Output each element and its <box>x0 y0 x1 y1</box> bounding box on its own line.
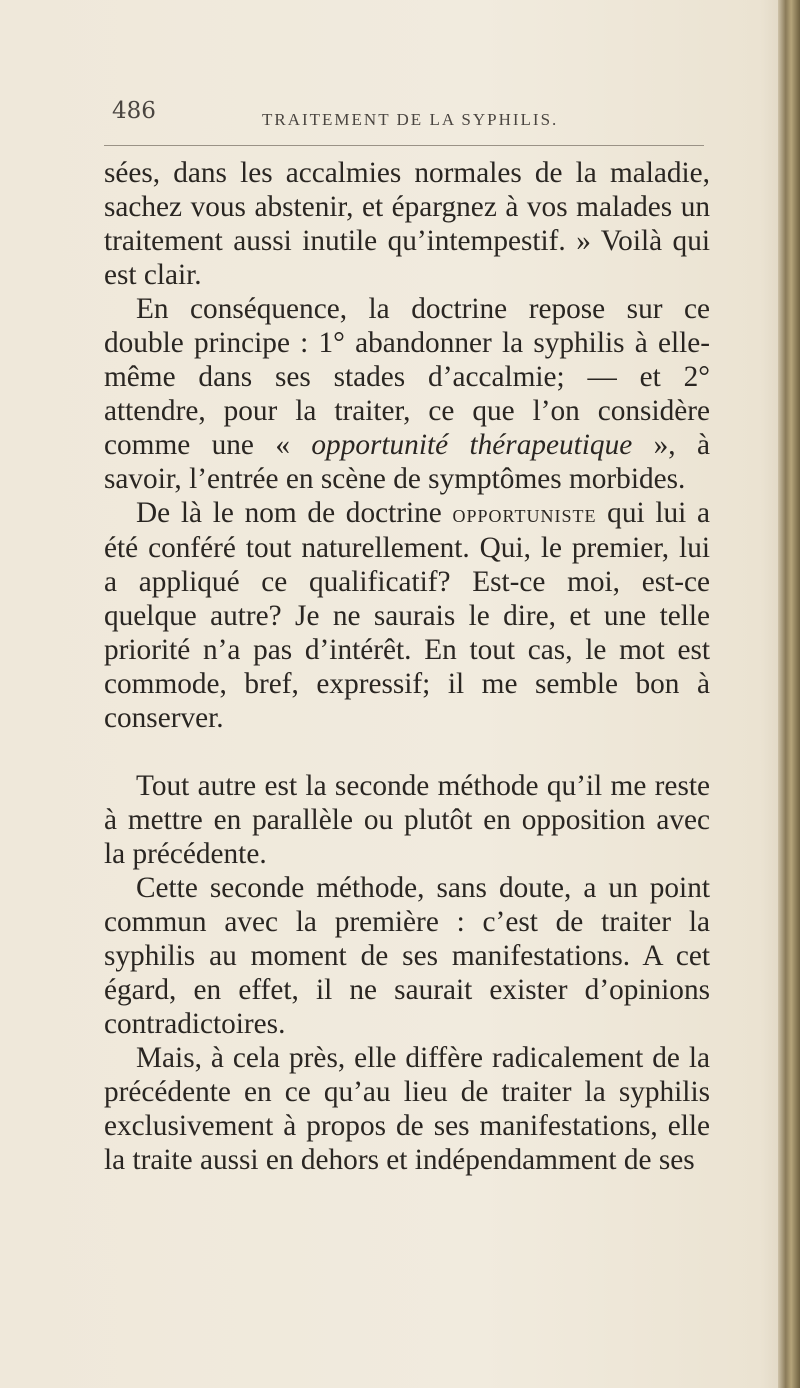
body-text <box>104 156 710 1177</box>
paragraph-2-italic: opportunité thérapeutique <box>311 429 633 461</box>
paragraph-5: Cette seconde méthode, sans doute, a un point commun avec la première : c’est de traiter la syphilis au moment de ses manifestations. A cet égard, en effet, il ne saurait exister d’opinions contradictoires. <box>104 872 710 1040</box>
page-edge <box>778 0 800 1388</box>
page-header <box>112 98 712 138</box>
running-head: TRAITEMENT DE LA SYPHILIS. <box>262 110 559 129</box>
paragraph-3-smallcaps: opportuniste <box>452 499 597 528</box>
paragraph-2-text: En conséquence, la doctrine repose sur ce double principe : 1° abandonner la syphilis à elle-même dans ses stades d’accalmie; — et 2° attendre, pour la traiter, ce que l’on considère comme une « <box>104 293 710 461</box>
page-number: 486 <box>112 98 156 124</box>
paragraph-4: Tout autre est la seconde méthode qu’il me reste à mettre en parallèle ou plutôt en opposition avec la précédente. <box>104 770 710 870</box>
paragraph-2 <box>104 292 710 496</box>
paragraph-1: sées, dans les accalmies normales de la maladie, sachez vous abstenir, et épargnez à vos malades un traitement aussi inutile qu’intempestif. » Voilà qui est clair. <box>104 157 710 291</box>
paragraph-6: Mais, à cela près, elle diffère radicalement de la précédente en ce qu’au lieu de traiter la syphilis exclusivement à propos de ses manifestations, elle la traite aussi en dehors et indépendamment de ses <box>104 1042 710 1176</box>
paragraph-2-text-end: », à savoir, l’entrée en scène de symptômes morbides. <box>104 429 711 495</box>
paragraph-3-text: De là le nom de doctrine <box>136 497 453 529</box>
paragraph-3-text-end: qui lui a été conféré tout naturellement. Qui, le premier, lui a appliqué ce qualificatif? Est-ce moi, est-ce quelque autre? Je ne saurais le dire, et une telle priorité n’a pas d’intérêt. En tout cas, le mot est commode, bref, expressif; il me semble bon à conserver. <box>104 497 710 734</box>
header-rule <box>104 145 704 146</box>
paragraph-3 <box>104 496 710 735</box>
